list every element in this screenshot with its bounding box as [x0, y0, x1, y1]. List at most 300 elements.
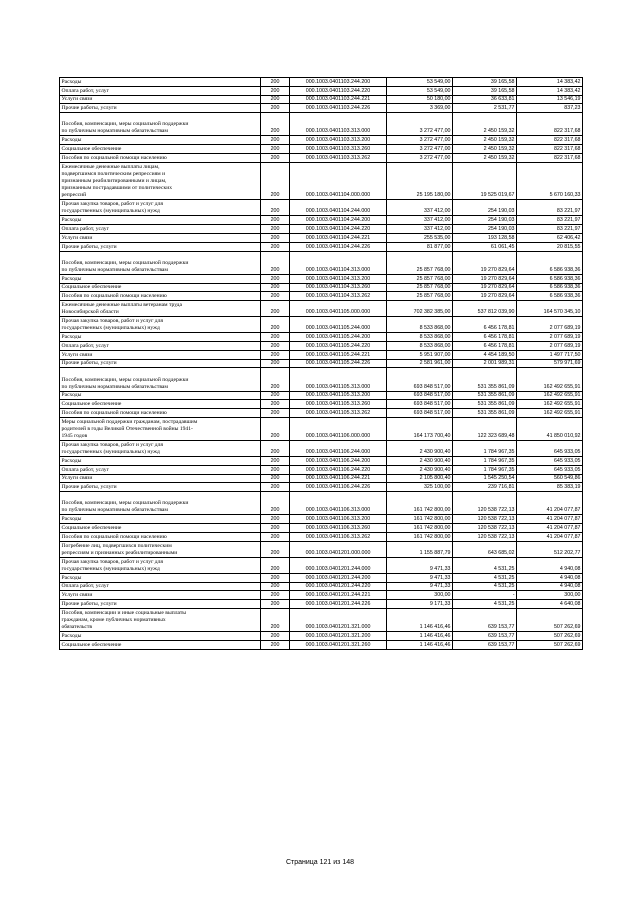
- row-kbk: 000.1003.0401103.244.226: [290, 104, 387, 113]
- row-kbk: 000.1003.0401105.313.262: [290, 409, 387, 418]
- row-executed: 120 538 722,13: [453, 533, 517, 542]
- table-row: [60, 274, 583, 283]
- row-approved: 2 430 900,40: [387, 441, 453, 457]
- row-approved: 1 146 416,46: [387, 632, 453, 641]
- row-approved: 3 272 477,00: [387, 145, 453, 154]
- row-executed: 120 538 722,13: [453, 515, 517, 524]
- table-row: [60, 292, 583, 301]
- table-row: [60, 95, 583, 104]
- row-name: Пособия, компенсации, меры социальной поддержки по публичным нормативным обязательствам: [60, 368, 261, 391]
- row-remaining: 645 933,05: [517, 465, 583, 474]
- row-approved: 161 742 800,00: [387, 515, 453, 524]
- row-executed: 639 153,77: [453, 609, 517, 632]
- row-name: Расходы: [60, 573, 261, 582]
- row-name: Расходы: [60, 136, 261, 145]
- table-row: [60, 591, 583, 600]
- row-name: Прочие работы, услуги: [60, 242, 261, 251]
- row-remaining: 4 940,08: [517, 582, 583, 591]
- row-code: 200: [261, 400, 290, 409]
- row-approved: 1 146 416,46: [387, 641, 453, 650]
- row-approved: 2 430 900,40: [387, 465, 453, 474]
- row-name: Прочие работы, услуги: [60, 600, 261, 609]
- row-remaining: 6 586 938,36: [517, 292, 583, 301]
- row-executed: 122 323 689,48: [453, 417, 517, 440]
- row-approved: 161 742 800,00: [387, 524, 453, 533]
- row-approved: 3 272 477,00: [387, 153, 453, 162]
- row-name: Пособия по социальной помощи населению: [60, 153, 261, 162]
- row-name: Пособия, компенсации, меры социальной поддержки по публичным нормативным обязательствам: [60, 251, 261, 274]
- row-kbk: 000.1003.0401201.321.200: [290, 632, 387, 641]
- row-name: Оплата работ, услуг: [60, 225, 261, 234]
- row-kbk: 000.1003.0401103.313.200: [290, 136, 387, 145]
- row-approved: 25 857 768,00: [387, 283, 453, 292]
- row-remaining: 2 077 689,19: [517, 341, 583, 350]
- row-remaining: 4 940,08: [517, 557, 583, 573]
- row-kbk: 000.1003.0401105.244.221: [290, 350, 387, 359]
- row-executed: 4 531,25: [453, 582, 517, 591]
- row-approved: 337 412,00: [387, 225, 453, 234]
- row-name: Услуги связи: [60, 474, 261, 483]
- row-name: Оплата работ, услуг: [60, 465, 261, 474]
- row-code: 200: [261, 557, 290, 573]
- row-remaining: 2 077 689,19: [517, 333, 583, 342]
- budget-execution-table: [59, 77, 583, 650]
- row-approved: 25 857 768,00: [387, 292, 453, 301]
- row-remaining: 14 383,42: [517, 86, 583, 95]
- row-executed: 19 270 829,64: [453, 292, 517, 301]
- row-code: 200: [261, 136, 290, 145]
- row-approved: 9 471,33: [387, 582, 453, 591]
- row-remaining: 1 497 717,50: [517, 350, 583, 359]
- row-kbk: 000.1003.0401106.244.221: [290, 474, 387, 483]
- row-name: Социальное обеспечение: [60, 283, 261, 292]
- row-remaining: 4 640,08: [517, 600, 583, 609]
- row-kbk: 000.1003.0401105.313.200: [290, 391, 387, 400]
- row-code: 200: [261, 465, 290, 474]
- row-remaining: 822 317,68: [517, 136, 583, 145]
- row-name: Прочие работы, услуги: [60, 359, 261, 368]
- row-remaining: 41 204 077,87: [517, 524, 583, 533]
- row-remaining: 85 383,19: [517, 483, 583, 492]
- row-approved: 2 105 800,40: [387, 474, 453, 483]
- row-code: 200: [261, 541, 290, 557]
- row-approved: 3 272 477,00: [387, 136, 453, 145]
- row-remaining: 6 586 938,36: [517, 283, 583, 292]
- row-executed: 639 153,77: [453, 632, 517, 641]
- row-kbk: 000.1003.0401201.244.220: [290, 582, 387, 591]
- row-code: 200: [261, 225, 290, 234]
- row-name: Прочая закупка товаров, работ и услуг для государственных (муниципальных) нужд: [60, 441, 261, 457]
- row-name: Социальное обеспечение: [60, 145, 261, 154]
- row-executed: 193 128,58: [453, 233, 517, 242]
- row-code: 200: [261, 368, 290, 391]
- row-name: Прочая закупка товаров, работ и услуг для государственных (муниципальных) нужд: [60, 557, 261, 573]
- table-row: [60, 113, 583, 136]
- table-row: [60, 474, 583, 483]
- table-row: [60, 86, 583, 95]
- row-remaining: 822 317,68: [517, 113, 583, 136]
- row-executed: 1 784 967,35: [453, 441, 517, 457]
- table-row: [60, 492, 583, 515]
- row-kbk: 000.1003.0401104.244.226: [290, 242, 387, 251]
- row-executed: 19 270 829,64: [453, 274, 517, 283]
- row-executed: 254 190,03: [453, 216, 517, 225]
- row-approved: 50 180,00: [387, 95, 453, 104]
- row-name: Расходы: [60, 457, 261, 466]
- row-executed: 1 784 967,35: [453, 457, 517, 466]
- row-code: 200: [261, 216, 290, 225]
- row-name: Расходы: [60, 391, 261, 400]
- row-code: 200: [261, 409, 290, 418]
- row-approved: 1 146 416,46: [387, 609, 453, 632]
- row-code: 200: [261, 162, 290, 200]
- row-executed: 6 456 178,81: [453, 341, 517, 350]
- table-body: [60, 78, 583, 650]
- row-kbk: 000.1003.0401201.244.226: [290, 600, 387, 609]
- row-name: Прочая закупка товаров, работ и услуг для государственных (муниципальных) нужд: [60, 317, 261, 333]
- row-remaining: 300,00: [517, 591, 583, 600]
- row-approved: 693 848 517,00: [387, 400, 453, 409]
- row-remaining: 41 850 010,92: [517, 417, 583, 440]
- row-kbk: 000.1003.0401201.244.000: [290, 557, 387, 573]
- row-executed: 1 545 250,54: [453, 474, 517, 483]
- row-code: 200: [261, 632, 290, 641]
- table-row: [60, 391, 583, 400]
- table-row: [60, 78, 583, 87]
- row-approved: 161 742 800,00: [387, 533, 453, 542]
- row-approved: 8 533 868,00: [387, 333, 453, 342]
- row-code: 200: [261, 95, 290, 104]
- row-remaining: 41 204 077,87: [517, 492, 583, 515]
- table-row: [60, 600, 583, 609]
- table-row: [60, 417, 583, 440]
- row-name: Расходы: [60, 78, 261, 87]
- table-row: [60, 225, 583, 234]
- table-row: [60, 200, 583, 216]
- table-row: [60, 632, 583, 641]
- row-code: 200: [261, 242, 290, 251]
- row-kbk: 000.1003.0401201.321.260: [290, 641, 387, 650]
- row-kbk: 000.1003.0401105.244.226: [290, 359, 387, 368]
- row-name: Оплата работ, услуг: [60, 86, 261, 95]
- row-name: Прочая закупка товаров, работ и услуг для государственных (муниципальных) нужд: [60, 200, 261, 216]
- row-kbk: 000.1003.0401105.244.220: [290, 341, 387, 350]
- row-code: 200: [261, 515, 290, 524]
- row-kbk: 000.1003.0401106.244.220: [290, 465, 387, 474]
- table-row: [60, 557, 583, 573]
- row-code: 200: [261, 317, 290, 333]
- row-approved: 2 581 961,00: [387, 359, 453, 368]
- row-code: 200: [261, 145, 290, 154]
- row-name: Расходы: [60, 216, 261, 225]
- table-row: [60, 609, 583, 632]
- row-executed: -: [453, 591, 517, 600]
- row-code: 200: [261, 600, 290, 609]
- row-name: Прочие работы, услуги: [60, 483, 261, 492]
- row-remaining: 837,23: [517, 104, 583, 113]
- row-name: Социальное обеспечение: [60, 400, 261, 409]
- row-approved: 8 533 868,00: [387, 341, 453, 350]
- row-remaining: 41 204 077,87: [517, 515, 583, 524]
- table-row: [60, 283, 583, 292]
- row-kbk: 000.1003.0401105.244.000: [290, 317, 387, 333]
- row-executed: 36 633,81: [453, 95, 517, 104]
- table-row: [60, 301, 583, 317]
- row-name: Пособия, компенсации, меры социальной поддержки по публичным нормативным обязательствам: [60, 113, 261, 136]
- row-name: Пособия, компенсации, меры социальной поддержки по публичным нормативным обязательствам: [60, 492, 261, 515]
- row-executed: 1 784 967,35: [453, 465, 517, 474]
- row-name: Пособия, компенсации и иные социальные выплаты гражданам, кроме публичных нормативных обязательств: [60, 609, 261, 632]
- row-name: Ежемесячные денежные выплаты ветеранам труда Новосибирской области: [60, 301, 261, 317]
- row-kbk: 000.1003.0401103.313.000: [290, 113, 387, 136]
- row-code: 200: [261, 333, 290, 342]
- row-name: Ежемесячные денежные выплаты лицам, подвергшимся политическим репрессиям и признанным реабилитированными и лицам, признанным пострадавшими от политических репрессий: [60, 162, 261, 200]
- row-approved: 53 549,00: [387, 86, 453, 95]
- table-row: [60, 524, 583, 533]
- row-approved: 164 173 700,40: [387, 417, 453, 440]
- table-row: [60, 233, 583, 242]
- row-remaining: 83 221,97: [517, 225, 583, 234]
- row-approved: 8 533 868,00: [387, 317, 453, 333]
- table-row: [60, 242, 583, 251]
- row-executed: 6 456 178,81: [453, 333, 517, 342]
- row-name: Услуги связи: [60, 350, 261, 359]
- row-remaining: 41 204 077,87: [517, 533, 583, 542]
- row-code: 200: [261, 251, 290, 274]
- row-kbk: 000.1003.0401104.244.220: [290, 225, 387, 234]
- row-code: 200: [261, 609, 290, 632]
- row-kbk: 000.1003.0401106.313.260: [290, 524, 387, 533]
- table-row: [60, 104, 583, 113]
- row-approved: 300,00: [387, 591, 453, 600]
- row-remaining: 822 317,68: [517, 153, 583, 162]
- row-approved: 337 412,00: [387, 200, 453, 216]
- row-code: 200: [261, 350, 290, 359]
- row-remaining: 507 262,69: [517, 632, 583, 641]
- row-code: 200: [261, 582, 290, 591]
- row-code: 200: [261, 104, 290, 113]
- row-executed: 2 450 159,32: [453, 136, 517, 145]
- row-name: Оплата работ, услуг: [60, 582, 261, 591]
- row-kbk: 000.1003.0401104.313.200: [290, 274, 387, 283]
- row-name: Социальное обеспечение: [60, 641, 261, 650]
- row-code: 200: [261, 341, 290, 350]
- row-executed: 39 165,58: [453, 78, 517, 87]
- row-name: Пособия по социальной помощи населению: [60, 292, 261, 301]
- row-code: 200: [261, 533, 290, 542]
- row-name: Расходы: [60, 274, 261, 283]
- row-approved: 25 195 180,00: [387, 162, 453, 200]
- row-name: Услуги связи: [60, 95, 261, 104]
- row-kbk: 000.1003.0401106.244.226: [290, 483, 387, 492]
- row-executed: 39 165,58: [453, 86, 517, 95]
- row-remaining: 579 971,69: [517, 359, 583, 368]
- row-remaining: 645 933,05: [517, 441, 583, 457]
- row-executed: 531 355 861,09: [453, 368, 517, 391]
- row-executed: 2 531,77: [453, 104, 517, 113]
- table-row: [60, 317, 583, 333]
- row-approved: 25 857 768,00: [387, 274, 453, 283]
- row-code: 200: [261, 78, 290, 87]
- row-executed: 4 531,25: [453, 573, 517, 582]
- row-executed: 2 450 159,32: [453, 113, 517, 136]
- table-row: [60, 162, 583, 200]
- row-remaining: 645 933,05: [517, 457, 583, 466]
- row-code: 200: [261, 153, 290, 162]
- row-approved: 161 742 800,00: [387, 492, 453, 515]
- row-executed: 239 716,81: [453, 483, 517, 492]
- row-executed: 2 450 159,32: [453, 153, 517, 162]
- table-row: [60, 251, 583, 274]
- row-code: 200: [261, 292, 290, 301]
- row-name: Пособия по социальной помощи населению: [60, 409, 261, 418]
- row-kbk: 000.1003.0401201.244.200: [290, 573, 387, 582]
- table-row: [60, 136, 583, 145]
- table-row: [60, 541, 583, 557]
- row-remaining: 6 586 938,36: [517, 251, 583, 274]
- table-row: [60, 216, 583, 225]
- row-name: Услуги связи: [60, 591, 261, 600]
- table-row: [60, 641, 583, 650]
- row-approved: 702 382 385,00: [387, 301, 453, 317]
- row-approved: 1 155 887,79: [387, 541, 453, 557]
- row-approved: 337 412,00: [387, 216, 453, 225]
- row-executed: 19 270 829,64: [453, 251, 517, 274]
- table-row: [60, 359, 583, 368]
- row-executed: 2 450 159,32: [453, 145, 517, 154]
- row-code: 200: [261, 483, 290, 492]
- row-approved: 9 471,33: [387, 573, 453, 582]
- table-row: [60, 409, 583, 418]
- row-kbk: 000.1003.0401103.244.221: [290, 95, 387, 104]
- row-code: 200: [261, 283, 290, 292]
- table-row: [60, 341, 583, 350]
- row-executed: 531 355 861,09: [453, 409, 517, 418]
- row-remaining: 6 586 938,36: [517, 274, 583, 283]
- row-code: 200: [261, 200, 290, 216]
- row-remaining: 162 492 655,91: [517, 391, 583, 400]
- table-row: [60, 515, 583, 524]
- row-kbk: 000.1003.0401106.000.000: [290, 417, 387, 440]
- row-executed: 254 190,03: [453, 225, 517, 234]
- row-kbk: 000.1003.0401104.244.221: [290, 233, 387, 242]
- row-code: 200: [261, 641, 290, 650]
- row-code: 200: [261, 233, 290, 242]
- row-code: 200: [261, 274, 290, 283]
- row-code: 200: [261, 86, 290, 95]
- row-executed: 19 270 829,64: [453, 283, 517, 292]
- row-kbk: 000.1003.0401104.313.262: [290, 292, 387, 301]
- table-row: [60, 582, 583, 591]
- row-remaining: 83 221,97: [517, 216, 583, 225]
- table-row: [60, 333, 583, 342]
- row-code: 200: [261, 474, 290, 483]
- row-remaining: 162 492 655,91: [517, 409, 583, 418]
- row-remaining: 5 670 160,33: [517, 162, 583, 200]
- row-approved: 25 857 768,00: [387, 251, 453, 274]
- row-name: Прочие работы, услуги: [60, 104, 261, 113]
- row-name: Пособия по социальной помощи населению: [60, 533, 261, 542]
- row-code: 200: [261, 573, 290, 582]
- row-code: 200: [261, 301, 290, 317]
- row-approved: 255 535,00: [387, 233, 453, 242]
- row-executed: 6 456 178,81: [453, 317, 517, 333]
- table-row: [60, 441, 583, 457]
- row-executed: 4 454 189,50: [453, 350, 517, 359]
- row-remaining: 822 317,68: [517, 145, 583, 154]
- row-code: 200: [261, 524, 290, 533]
- table-row: [60, 400, 583, 409]
- row-remaining: 507 262,69: [517, 609, 583, 632]
- row-approved: 693 848 517,00: [387, 391, 453, 400]
- table-row: [60, 350, 583, 359]
- row-executed: 537 812 039,90: [453, 301, 517, 317]
- row-kbk: 000.1003.0401104.313.000: [290, 251, 387, 274]
- row-approved: 693 848 517,00: [387, 409, 453, 418]
- table-row: [60, 368, 583, 391]
- row-remaining: 14 383,42: [517, 78, 583, 87]
- row-name: Услуги связи: [60, 233, 261, 242]
- row-executed: 4 531,25: [453, 600, 517, 609]
- row-kbk: 000.1003.0401104.244.000: [290, 200, 387, 216]
- page-number: Страница 121 из 148: [285, 859, 355, 866]
- row-approved: 693 848 517,00: [387, 368, 453, 391]
- row-remaining: 507 262,69: [517, 641, 583, 650]
- row-approved: 2 430 900,40: [387, 457, 453, 466]
- row-approved: 3 369,00: [387, 104, 453, 113]
- row-kbk: 000.1003.0401105.000.000: [290, 301, 387, 317]
- table-row: [60, 465, 583, 474]
- row-name: Расходы: [60, 515, 261, 524]
- row-kbk: 000.1003.0401105.313.000: [290, 368, 387, 391]
- row-approved: 81 877,00: [387, 242, 453, 251]
- row-kbk: 000.1003.0401105.313.260: [290, 400, 387, 409]
- row-remaining: 2 077 689,19: [517, 317, 583, 333]
- row-remaining: 62 406,42: [517, 233, 583, 242]
- row-executed: 639 153,77: [453, 641, 517, 650]
- row-executed: 120 538 722,13: [453, 492, 517, 515]
- row-code: 200: [261, 391, 290, 400]
- row-kbk: 000.1003.0401106.244.000: [290, 441, 387, 457]
- table-row: [60, 573, 583, 582]
- row-kbk: 000.1003.0401201.000.000: [290, 541, 387, 557]
- row-kbk: 000.1003.0401106.313.200: [290, 515, 387, 524]
- row-kbk: 000.1003.0401104.244.200: [290, 216, 387, 225]
- row-code: 200: [261, 492, 290, 515]
- row-name: Меры социальной поддержки гражданам, пострадавшим родителей в годы Великой Отечественной войны 1941- 1945 годов: [60, 417, 261, 440]
- row-kbk: 000.1003.0401201.244.221: [290, 591, 387, 600]
- row-kbk: 000.1003.0401103.244.220: [290, 86, 387, 95]
- row-kbk: 000.1003.0401103.313.260: [290, 145, 387, 154]
- row-remaining: 13 546,19: [517, 95, 583, 104]
- row-kbk: 000.1003.0401106.313.000: [290, 492, 387, 515]
- row-executed: 254 190,03: [453, 200, 517, 216]
- row-kbk: 000.1003.0401104.000.000: [290, 162, 387, 200]
- row-code: 200: [261, 457, 290, 466]
- row-approved: 9 171,33: [387, 600, 453, 609]
- row-code: 200: [261, 441, 290, 457]
- row-remaining: 560 549,86: [517, 474, 583, 483]
- row-kbk: 000.1003.0401201.321.000: [290, 609, 387, 632]
- row-executed: 4 531,25: [453, 557, 517, 573]
- row-approved: 3 272 477,00: [387, 113, 453, 136]
- row-remaining: 4 940,08: [517, 573, 583, 582]
- row-remaining: 512 202,77: [517, 541, 583, 557]
- row-kbk: 000.1003.0401104.313.260: [290, 283, 387, 292]
- row-kbk: 000.1003.0401103.313.262: [290, 153, 387, 162]
- row-name: Расходы: [60, 333, 261, 342]
- row-executed: 531 355 861,09: [453, 391, 517, 400]
